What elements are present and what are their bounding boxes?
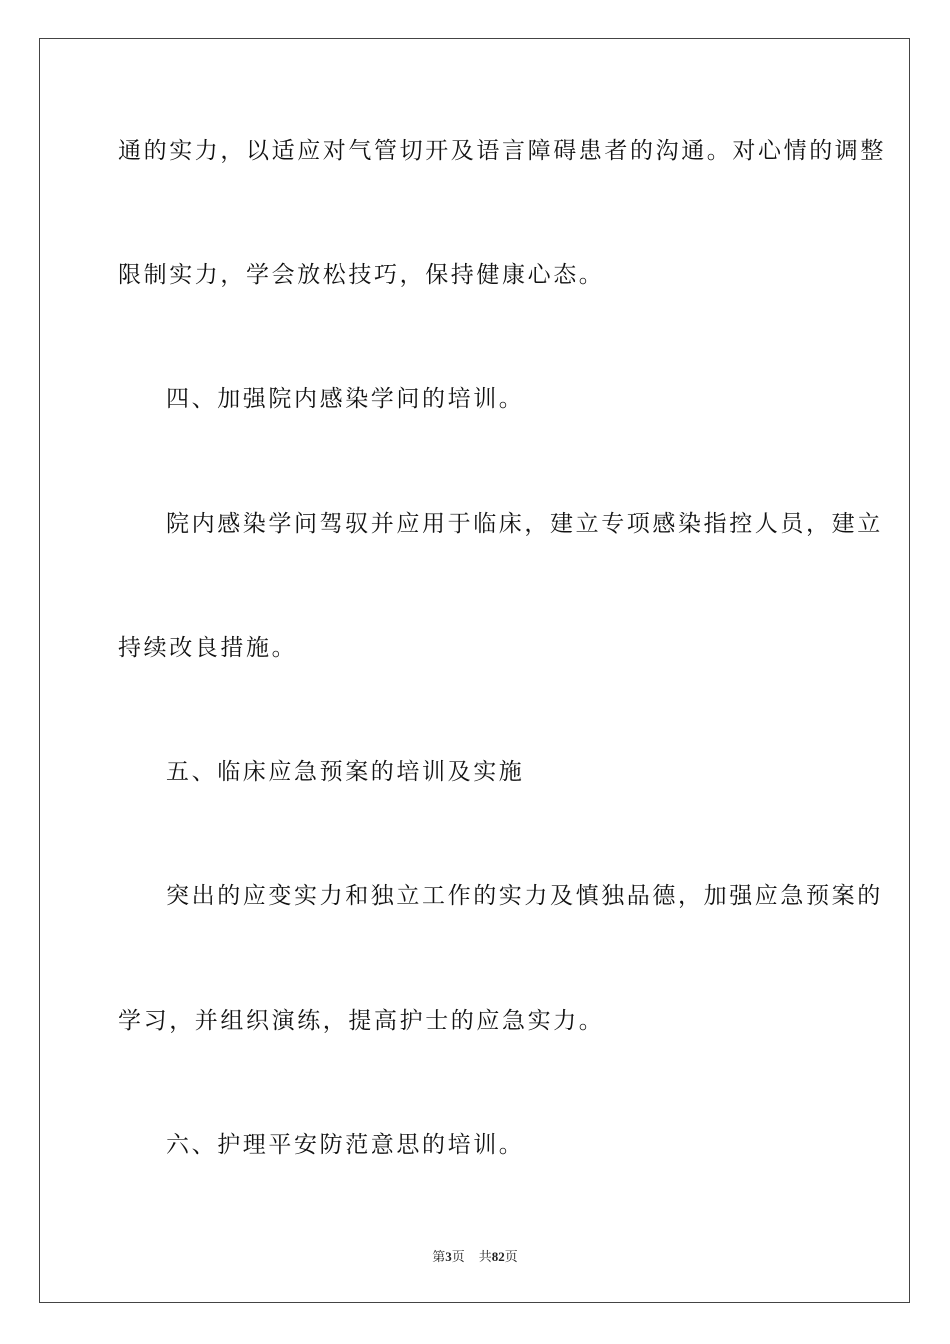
total-pages: 82 xyxy=(491,1249,505,1264)
section-heading: 四、加强院内感染学问的培训。 xyxy=(166,386,525,412)
page-number: 3 xyxy=(445,1249,452,1264)
paragraph-line: 学习，并组织演练，提高护士的应急实力。 xyxy=(118,1008,605,1034)
page-prefix: 第 xyxy=(432,1249,446,1264)
page-footer xyxy=(0,1246,950,1265)
paragraph-line: 限制实力，学会放松技巧，保持健康心态。 xyxy=(118,262,605,288)
paragraph-line: 院内感染学问驾驭并应用于临床，建立专项感染指控人员，建立 xyxy=(166,511,883,537)
page-suffix: 页 xyxy=(451,1249,465,1264)
total-prefix: 共 xyxy=(478,1249,492,1264)
section-heading: 五、临床应急预案的培训及实施 xyxy=(166,759,525,785)
total-suffix: 页 xyxy=(504,1249,518,1264)
section-heading: 六、护理平安防范意思的培训。 xyxy=(166,1132,525,1158)
paragraph-line: 持续改良措施。 xyxy=(118,635,298,661)
paragraph-line: 通的实力，以适应对气管切开及语言障碍患者的沟通。对心情的调整 xyxy=(118,138,886,164)
paragraph-line: 突出的应变实力和独立工作的实力及慎独品德，加强应急预案的 xyxy=(166,883,883,909)
page-frame xyxy=(39,38,910,1303)
